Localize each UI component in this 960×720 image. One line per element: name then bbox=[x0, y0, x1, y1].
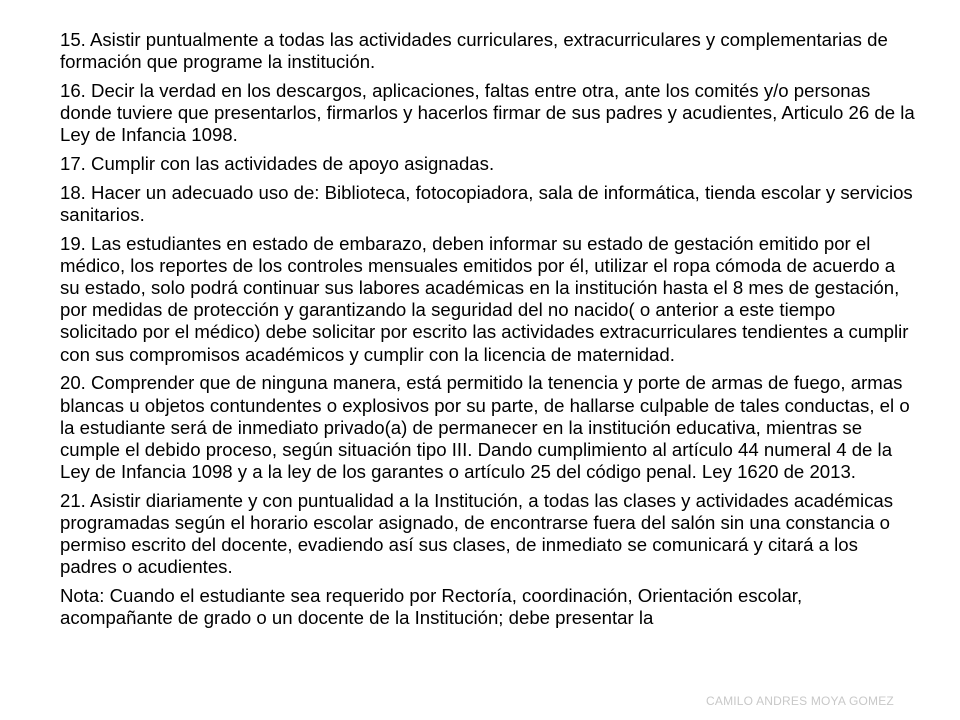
paragraph-16: 16. Decir la verdad en los descargos, aplicaciones, faltas entre otra, ante los comités y/o personas donde tuviere que presentarlos, firmarlos y hacerlos firmar de sus padres y acudientes, Articulo 26 de la Ley de Infancia 1098. bbox=[60, 79, 915, 146]
paragraph-21: 21. Asistir diariamente y con puntualidad a la Institución, a todas las clases y actividades académicas programadas según el horario escolar asignado, de encontrarse fuera del salón sin una constancia o permiso escrito del docente, evadiendo así sus clases, de inmediato se comunicará y citará a los padres o acudientes. bbox=[60, 489, 894, 578]
paragraph-17: 17. Cumplir con las actividades de apoyo asignadas. bbox=[60, 153, 495, 175]
paragraph-18: 18. Hacer un adecuado uso de: Biblioteca, fotocopiadora, sala de informática, tienda escolar y servicios sanitarios. bbox=[60, 181, 913, 225]
paragraph-nota: Nota: Cuando el estudiante sea requerido por Rectoría, coordinación, Orientación escolar, acompañante de grado o un docente de la Institución; debe presentar la bbox=[60, 585, 803, 629]
document-body bbox=[60, 29, 915, 636]
author-watermark: CAMILO ANDRES MOYA GOMEZ bbox=[706, 694, 894, 708]
paragraph-15: 15. Asistir puntualmente a todas las actividades curriculares, extracurriculares y complementarias de formación que programe la institución. bbox=[60, 29, 888, 73]
paragraph-20: 20. Comprender que de ninguna manera, está permitido la tenencia y porte de armas de fuego, armas blancas u objetos contundentes o explosivos por su parte, de hallarse culpable de tales conductas, el o la estudiante será de inmediato privado(a) de permanecer en la institución educativa, mientras se cumple el debido proceso, según situación tipo III. Dando cumplimiento al artículo 44 numeral 4 de la Ley de Infancia 1098 y a la ley de los garantes o artículo 25 del código penal. Ley 1620 de 2013. bbox=[60, 372, 910, 483]
paragraph-19: 19. Las estudiantes en estado de embarazo, deben informar su estado de gestación emitido por el médico, los reportes de los controles mensuales emitidos por él, utilizar el ropa cómoda de acuerdo a su estado, solo podrá continuar sus labores académicas en la institución hasta el 8 mes de gestación, por medidas de protección y garantizando la seguridad del no nacido( o anterior a este tiempo solicitado por el médico) debe solicitar por escrito las actividades extracurriculares tendientes a cumplir con sus compromisos académicos y cumplir con la licencia de maternidad. bbox=[60, 232, 909, 365]
